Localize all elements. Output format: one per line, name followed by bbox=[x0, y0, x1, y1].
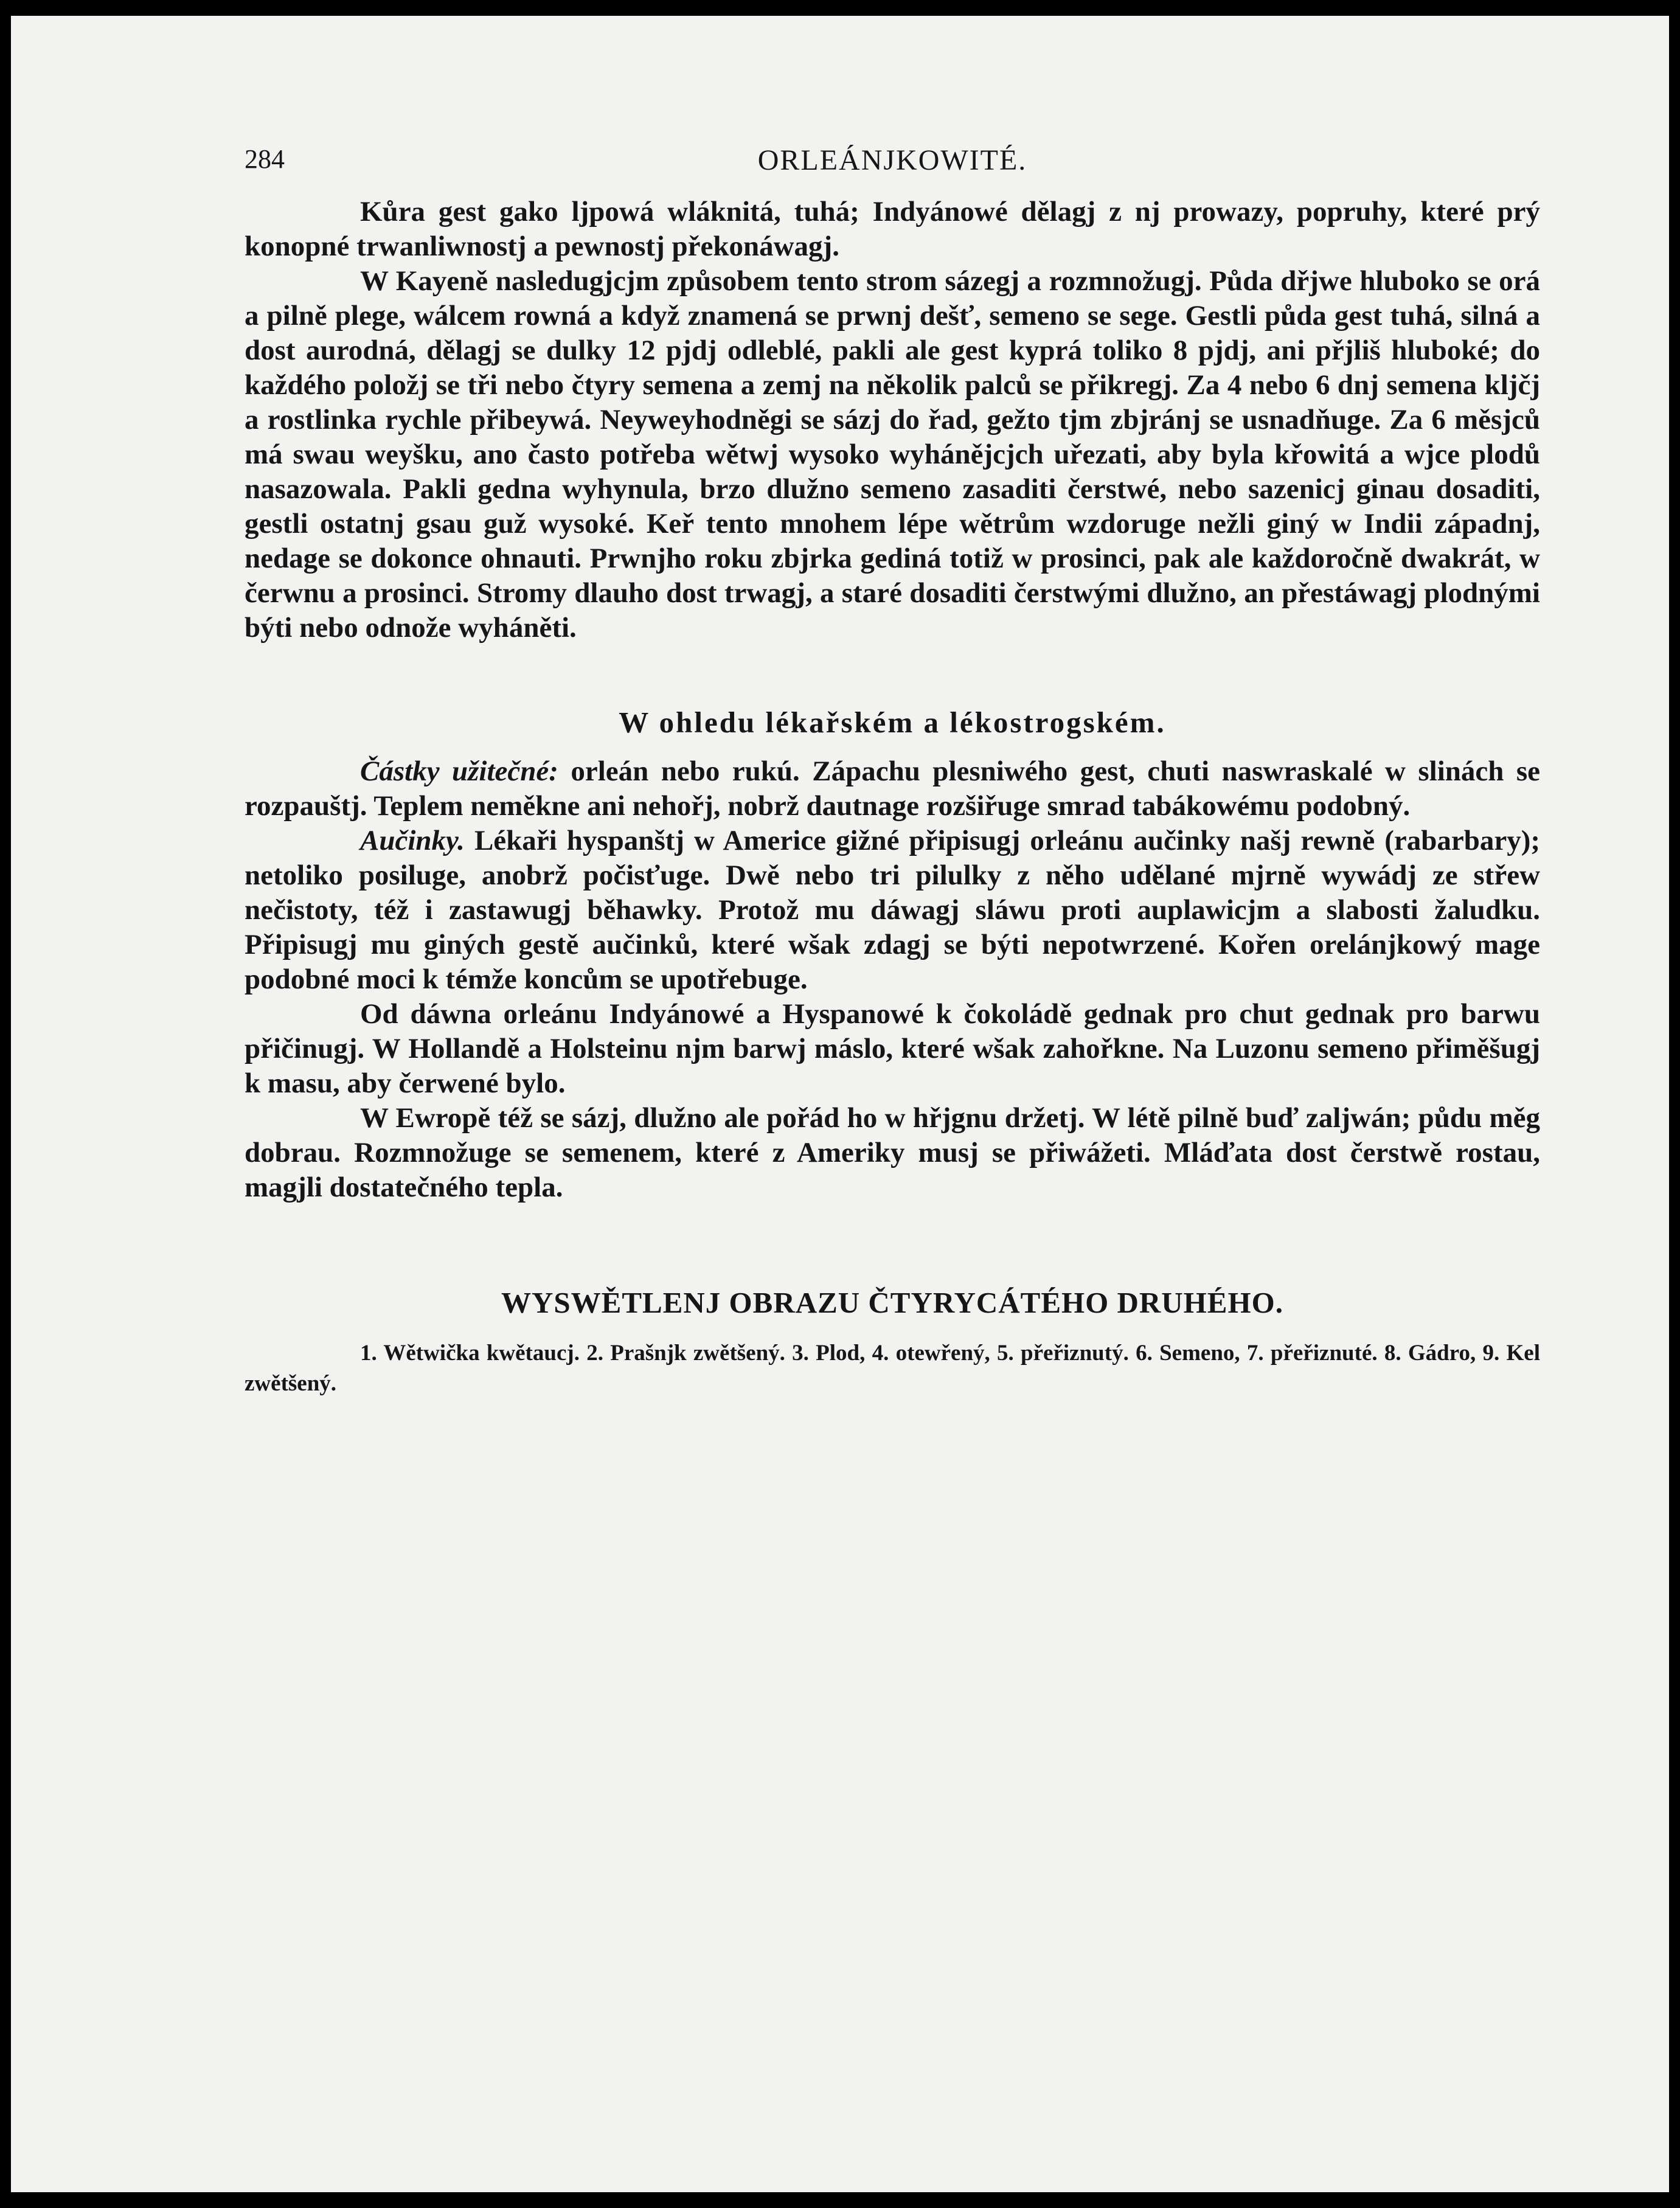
text-useful-parts: orleán nebo rukú. Zápachu plesniwého gest, chuti naswraskalé w slinách se rozpauštj. Teplem neměkne ani nehořj, nobrž dautnage rozšiřuge smrad tabákowému podobný. bbox=[245, 755, 1541, 822]
paragraph-uses: Od dáwna orleánu Indyánowé a Hyspanowé k čokoládě gednak pro chut gednak pro barwu přičinugj. W Hollandě a Holsteinu njm barwj máslo, které wšak zahořkne. Na Luzonu semeno přiměšugj k masu, aby čerwené bylo. bbox=[245, 998, 1540, 1099]
book-page bbox=[11, 16, 1669, 2192]
text-effects: Lékaři hyspanštj w Americe gižné připisugj orleánu aučinky našj rewně (rabarbary); netoliko posiluge, anobrž počisťuge. Dwě nebo tri pilulky z něho udělané mjrně wywádj ze střew nečistoty, též i zastawugj běhawky. Protož mu dáwagj sláwu proti auplawicjm a slabosti žaludku. Připisugj mu giných gestě aučinků, které wšak zdagj se býti nepotwrzené. Kořen orelánjkowý mage podobné moci k témže koncům se upotřebuge. bbox=[245, 825, 1541, 995]
paragraph-bark: Kůra gest gako ljpowá wláknitá, tuhá; Indyánowé dělagj z nj prowazy, popruhy, které prý konopné trwanliwnostj a pewnostj překonáwagj. bbox=[245, 196, 1540, 262]
medical-section bbox=[245, 754, 1540, 1205]
page-content bbox=[245, 144, 1540, 1399]
page-header bbox=[245, 144, 1540, 195]
lead-useful-parts: Částky užitečné: bbox=[360, 755, 558, 787]
paragraph-useful-parts bbox=[245, 754, 1540, 824]
paragraph-cultivation: W Kayeně nasledugjcjm způsobem tento strom sázegj a rozmnožugj. Půda dřjwe hluboko se orá a pilně plege, wálcem rowná a když znamená se prwnj dešť, semeno se sege. Gestli půda gest tuhá, silná a dost aurodná, dělagj se dulky 12 pjdj odleblé, pakli ale gest kyprá toliko 8 pjdj, ani přjliš hluboké; do každého položj se tři nebo čtyry semena a zemj na několik palců se přikregj. Za 4 nebo 6 dnj semena kljčj a rostlinka rychle přibeywá. Neyweyhodněgi se sázj do řad, gežto tjm zbjránj se usnadňuge. Za 6 měsjců má swau weyšku, ano často potřeba wětwj wysoko wyhánějcjch uřezati, aby byla křowitá a wjce plodů nasazowala. Pakli gedna wyhynula, brzo dlužno semeno zasaditi čerstwé, nebo sazenicj ginau dosaditi, gestli ostatnj gsau guž wysoké. Keř tento mnohem lépe wětrům wzdoruge nežli giný w Indii západnj, nedage se dokonce ohnauti. Prwnjho roku zbjrka gediná totiž w prosinci, pak ale každoročně dwakrát, w čerwnu a prosinci. Stromy dlauho dost trwagj, a staré dosaditi čerstwými dlužno, an přestáwagj plodnými býti nebo odnože wyháněti. bbox=[245, 265, 1540, 644]
running-title: ORLEÁNJKOWITÉ. bbox=[757, 144, 1027, 176]
lead-effects: Aučinky. bbox=[360, 825, 465, 856]
plate-heading: WYSWĚTLENJ OBRAZU ČTYRYCÁTÉHO DRUHÉHO. bbox=[501, 1286, 1283, 1319]
paragraph-europe: W Ewropě též se sázj, dlužno ale pořád ho w hřjgnu držetj. W létě pilně buď zaljwán; půdu měg dobrau. Rozmnožuge se semenem, které z Ameriky musj se přiwážeti. Mláďata dost čerstwě rostau, magjli dostatečného tepla. bbox=[245, 1102, 1540, 1203]
section-heading-medical: W ohledu lékařském a lékostrogském. bbox=[619, 706, 1166, 739]
plate-caption: 1. Wětwička kwětaucj. 2. Prašnjk zwětšený. 3. Plod, 4. otewřený, 5. přeřiznutý. 6. Semeno, 7. přeřiznuté. 8. Gádro, 9. Kel zwětšený. bbox=[245, 1341, 1540, 1396]
page-number: 284 bbox=[245, 144, 285, 174]
paragraph-effects bbox=[245, 824, 1540, 997]
botany-section bbox=[245, 195, 1540, 645]
